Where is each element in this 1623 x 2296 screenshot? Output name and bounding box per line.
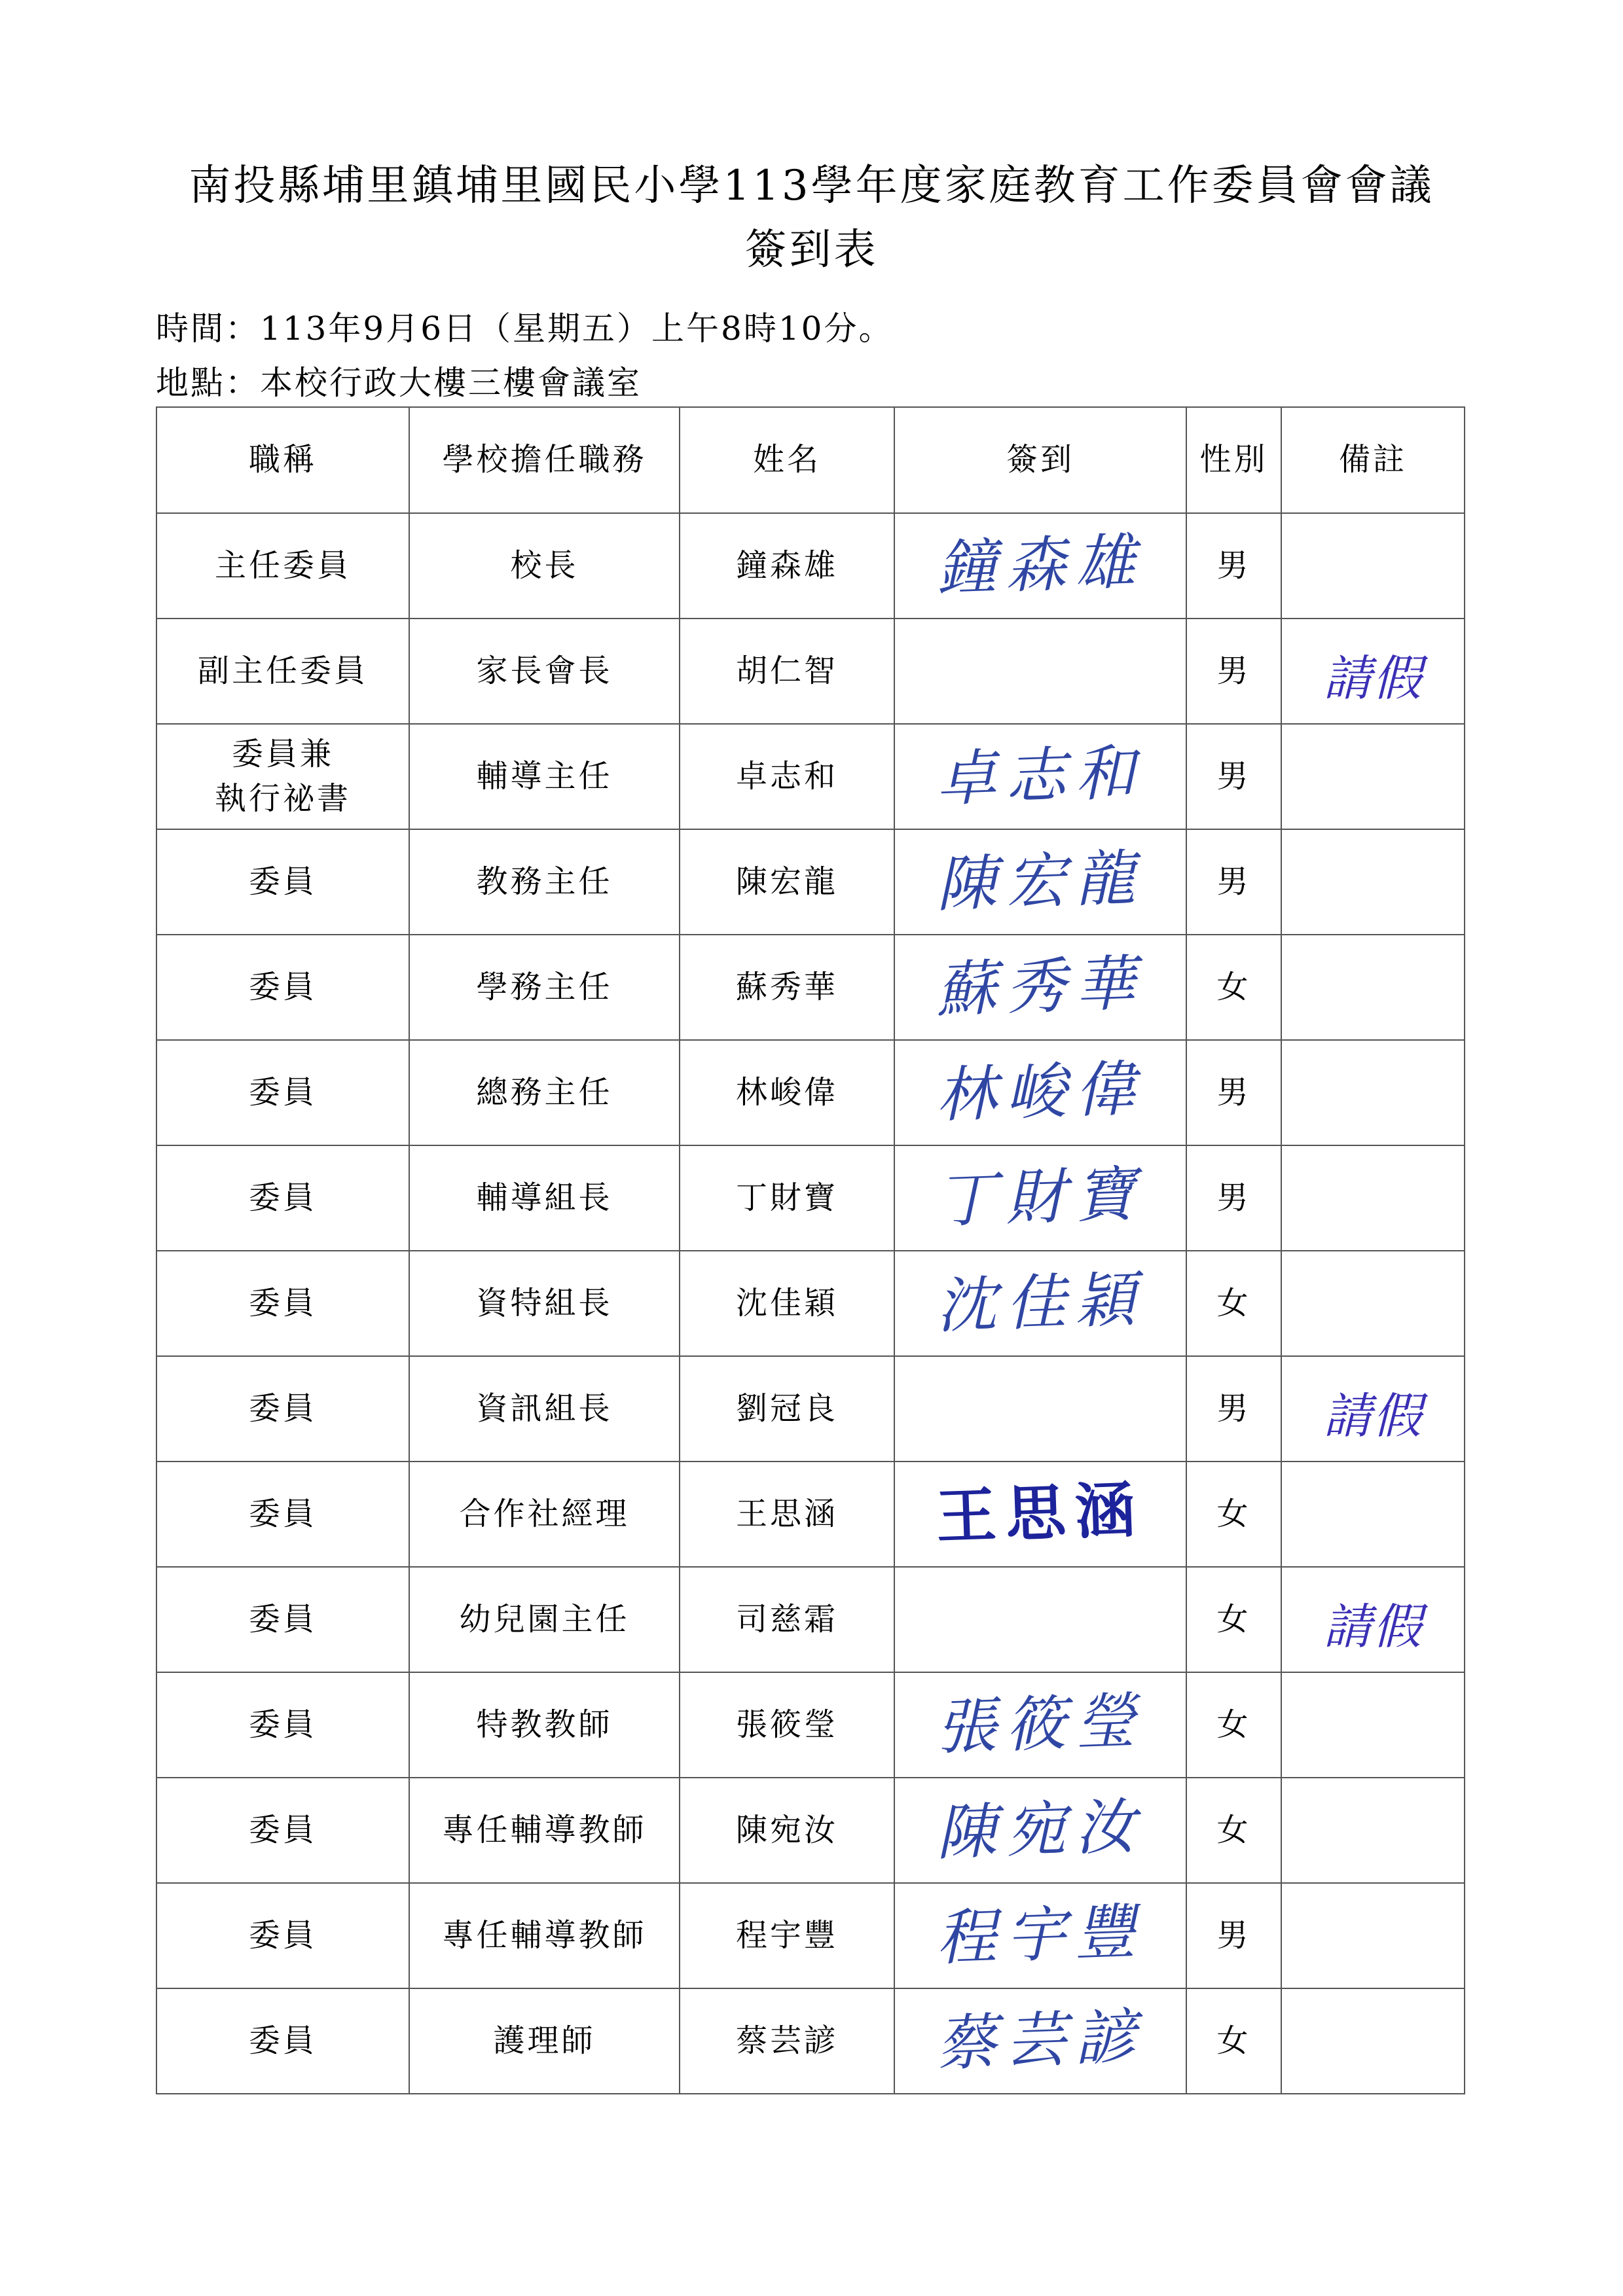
cell-signature [894, 1567, 1186, 1672]
table-row [156, 724, 1465, 829]
cell-note [1281, 1251, 1465, 1356]
cell-title: 委員 [156, 1145, 409, 1251]
cell-gender: 男 [1186, 1040, 1281, 1145]
cell-gender: 女 [1186, 935, 1281, 1040]
cell-gender: 女 [1186, 1988, 1281, 2094]
cell-gender: 男 [1186, 1356, 1281, 1462]
cell-note [1281, 724, 1465, 829]
cell-title: 委員 [156, 1251, 409, 1356]
cell-signature [894, 513, 1186, 619]
cell-name: 丁財寶 [680, 1145, 894, 1251]
cell-gender: 男 [1186, 513, 1281, 619]
cell-gender: 女 [1186, 1251, 1281, 1356]
cell-title: 委員 [156, 829, 409, 935]
cell-note [1281, 1462, 1465, 1567]
cell-note [1281, 1778, 1465, 1883]
cell-title: 委員 [156, 1883, 409, 1988]
cell-title-line-2: 執行祕書 [214, 780, 351, 817]
cell-name: 林峻偉 [680, 1040, 894, 1145]
cell-duty: 輔導主任 [409, 724, 680, 829]
cell-signature [894, 619, 1186, 724]
cell-signature [894, 724, 1186, 829]
cell-signature [894, 1778, 1186, 1883]
cell-title: 委員 [156, 1462, 409, 1567]
table-row [156, 1040, 1465, 1145]
cell-gender: 女 [1186, 1672, 1281, 1778]
handwritten-signature: 林峻偉 [935, 1053, 1146, 1131]
cell-name: 胡仁智 [680, 619, 894, 724]
cell-signature [894, 1883, 1186, 1988]
cell-signature [894, 1145, 1186, 1251]
cell-title: 委員 [156, 1988, 409, 2094]
cell-name: 蘇秀華 [680, 935, 894, 1040]
cell-signature [894, 829, 1186, 935]
table-header-row [156, 407, 1465, 513]
header-name: 姓名 [680, 407, 894, 513]
handwritten-signature: 鐘森雄 [935, 526, 1146, 604]
handwritten-signature: 程宇豐 [935, 1896, 1146, 1974]
header-title: 職稱 [156, 407, 409, 513]
cell-title: 委員 [156, 935, 409, 1040]
table-row [156, 1883, 1465, 1988]
header-duty: 學校擔任職務 [409, 407, 680, 513]
cell-title [156, 724, 409, 829]
cell-note [1281, 1672, 1465, 1778]
cell-duty: 專任輔導教師 [409, 1883, 680, 1988]
title-line-2: 簽到表 [744, 226, 879, 274]
cell-name: 司慈霜 [680, 1567, 894, 1672]
cell-duty: 校長 [409, 513, 680, 619]
table-row [156, 1567, 1465, 1672]
cell-title: 委員 [156, 1672, 409, 1778]
cell-title: 委員 [156, 1567, 409, 1672]
table-row [156, 1988, 1465, 2094]
cell-signature [894, 1672, 1186, 1778]
cell-duty: 專任輔導教師 [409, 1778, 680, 1883]
cell-duty: 特教教師 [409, 1672, 680, 1778]
table-row [156, 1462, 1465, 1567]
cell-title: 委員 [156, 1778, 409, 1883]
table-row [156, 513, 1465, 619]
cell-title-line-1: 委員兼 [231, 736, 334, 773]
cell-gender: 男 [1186, 724, 1281, 829]
cell-name: 鐘森雄 [680, 513, 894, 619]
meeting-place: 地點：本校行政大樓三樓會議室 [156, 364, 642, 402]
cell-signature [894, 935, 1186, 1040]
title-line-1: 南投縣埔里鎮埔里國民小學113學年度家庭教育工作委員會會議 [189, 162, 1434, 210]
handwritten-signature: 丁財寶 [935, 1158, 1146, 1236]
cell-signature [894, 1356, 1186, 1462]
cell-note [1281, 1145, 1465, 1251]
cell-name: 劉冠良 [680, 1356, 894, 1462]
table-row [156, 1356, 1465, 1462]
cell-title: 委員 [156, 1040, 409, 1145]
header-signature: 簽到 [894, 407, 1186, 513]
cell-title: 委員 [156, 1356, 409, 1462]
handwritten-signature: 陳宏龍 [935, 842, 1146, 920]
cell-gender: 女 [1186, 1567, 1281, 1672]
table-row [156, 619, 1465, 724]
header-gender: 性別 [1186, 407, 1281, 513]
table-row [156, 1672, 1465, 1778]
table-row [156, 935, 1465, 1040]
cell-name: 王思涵 [680, 1462, 894, 1567]
note-text: 請假 [1323, 1388, 1423, 1444]
cell-duty: 輔導組長 [409, 1145, 680, 1251]
cell-note [1281, 1040, 1465, 1145]
handwritten-signature: 陳宛汝 [935, 1791, 1146, 1869]
cell-note [1281, 513, 1465, 619]
cell-gender: 男 [1186, 1883, 1281, 1988]
table-row [156, 1251, 1465, 1356]
cell-duty: 家長會長 [409, 619, 680, 724]
handwritten-signature: 卓志和 [935, 737, 1146, 815]
cell-duty: 資訊組長 [409, 1356, 680, 1462]
cell-duty: 總務主任 [409, 1040, 680, 1145]
cell-signature [894, 1040, 1186, 1145]
cell-title: 主任委員 [156, 513, 409, 619]
cell-name: 陳宏龍 [680, 829, 894, 935]
cell-name: 陳宛汝 [680, 1778, 894, 1883]
cell-note [1281, 1988, 1465, 2094]
cell-gender: 女 [1186, 1778, 1281, 1883]
cell-note [1281, 1883, 1465, 1988]
cell-name: 卓志和 [680, 724, 894, 829]
cell-note [1281, 935, 1465, 1040]
cell-note [1281, 829, 1465, 935]
handwritten-signature: 蔡芸諺 [935, 2001, 1146, 2079]
cell-gender: 女 [1186, 1462, 1281, 1567]
handwritten-signature: 張筱瑩 [935, 1685, 1146, 1763]
cell-note [1281, 619, 1465, 724]
cell-name: 程宇豐 [680, 1883, 894, 1988]
cell-duty: 資特組長 [409, 1251, 680, 1356]
cell-duty: 學務主任 [409, 935, 680, 1040]
cell-gender: 男 [1186, 829, 1281, 935]
handwritten-signature: 蘇秀華 [935, 948, 1146, 1026]
cell-gender: 男 [1186, 1145, 1281, 1251]
cell-gender: 男 [1186, 619, 1281, 724]
table-row [156, 829, 1465, 935]
cell-note [1281, 1567, 1465, 1672]
table-row [156, 1778, 1465, 1883]
document-title [0, 154, 1623, 282]
cell-signature [894, 1462, 1186, 1567]
sign-in-table [156, 406, 1465, 2094]
cell-duty: 護理師 [409, 1988, 680, 2094]
cell-name: 張筱瑩 [680, 1672, 894, 1778]
table-row [156, 1145, 1465, 1251]
handwritten-signature: 沈佳穎 [935, 1264, 1146, 1342]
cell-note [1281, 1356, 1465, 1462]
meeting-time: 時間：113年9月6日（星期五）上午8時10分。 [156, 310, 894, 348]
cell-signature [894, 1988, 1186, 2094]
cell-name: 蔡芸諺 [680, 1988, 894, 2094]
handwritten-signature: 王思涵 [935, 1475, 1146, 1552]
cell-duty: 教務主任 [409, 829, 680, 935]
cell-duty: 合作社經理 [409, 1462, 680, 1567]
note-text: 請假 [1323, 1598, 1423, 1655]
note-text: 請假 [1323, 650, 1423, 707]
cell-signature [894, 1251, 1186, 1356]
cell-title: 副主任委員 [156, 619, 409, 724]
header-note: 備註 [1281, 407, 1465, 513]
cell-name: 沈佳穎 [680, 1251, 894, 1356]
cell-duty: 幼兒園主任 [409, 1567, 680, 1672]
